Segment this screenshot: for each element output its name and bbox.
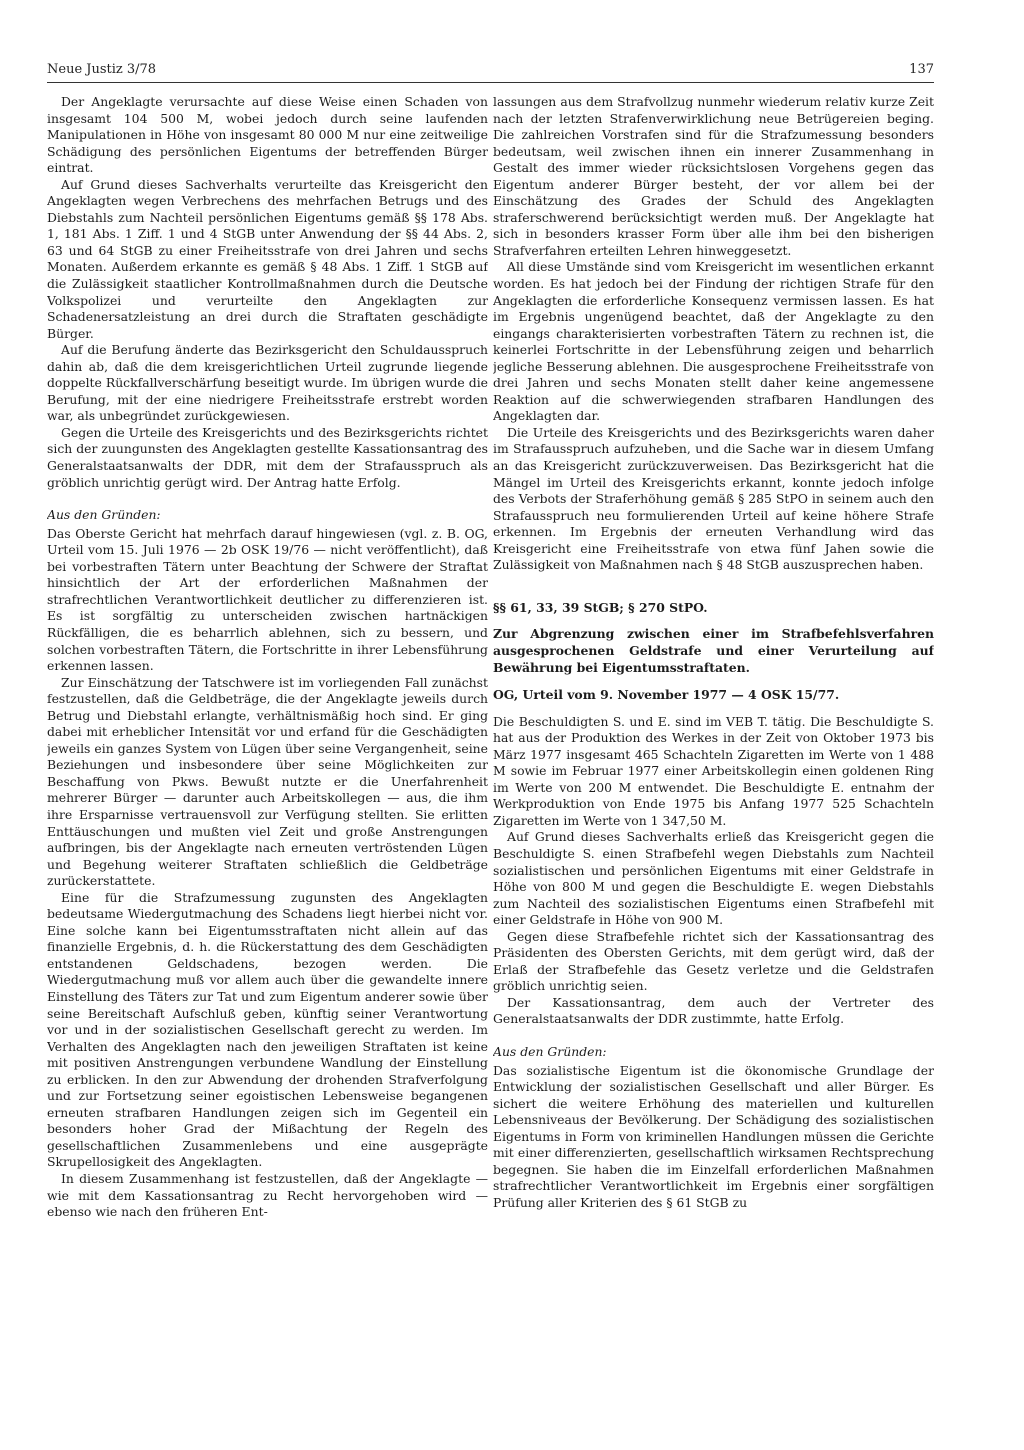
paragraph: Gegen diese Strafbefehle richtet sich der Kassationsantrag des Präsidenten des Obersten Gerichts, mit dem gerügt wird, daß der Erlaß der Strafbefehle das Gesetz verletze und die Geldstrafen gröblich unrichtig seien. <box>493 928 934 994</box>
right-column <box>493 94 934 1439</box>
paragraph: Auf Grund dieses Sachverhalts verurteilte das Kreisgericht den Angeklagten wegen Verbrechens des mehrfachen Betrugs und des Diebstahls zum Nachteil persönlichen Eigentums gemäß §§ 178 Abs. 1, 181 Abs. 1 Ziff. 1 und 4 StGB unter Anwendung der §§ 44 Abs. 2, 63 und 64 StGB zu einer Freiheitsstrafe von drei Jahren und sechs Monaten. Außerdem erkannte es gemäß § 48 Abs. 1 Ziff. 1 StGB auf die Zulässigkeit staatlicher Kontrollmaßnahmen durch die Deutsche Volkspolizei und verurteilte den Angeklagten zur Schadenersatzleistung an drei durch die Straftaten geschädigte Bürger. <box>47 176 488 341</box>
paragraph: Der Kassationsantrag, dem auch der Vertreter des Generalstaatsanwalts der DDR zustimmte, hatte Erfolg. <box>493 994 934 1027</box>
case-title: Zur Abgrenzung zwischen einer im Strafbefehlsverfahren ausgesprochenen Geldstrafe und einer Verurteilung auf Bewährung bei Eigentumsstraftaten. <box>493 626 934 675</box>
paragraph: In diesem Zusammenhang ist festzustellen, daß der Angeklagte — wie mit dem Kassationsantrag zu Recht hervorgehoben wird — ebenso wie nach den früheren Ent- <box>47 1171 488 1220</box>
paragraph: Der Angeklagte verursachte auf diese Weise einen Schaden von insgesamt 104 500 M, wobei jedoch durch seine laufenden Manipulationen in Höhe von insgesamt 80 000 M nur eine zeitweilige Schädigung des persönlichen Eigentums der betreffenden Bürger eintrat. <box>47 94 488 176</box>
paragraph: Das Oberste Gericht hat mehrfach darauf hingewiesen (vgl. z. B. OG, Urteil vom 15. Juli 1976 — 2b OSK 19/76 — nicht veröffentlicht), daß bei vorbestraften Tätern unter Beachtung der Schwere der Straftat hinsichtlich der Art der erforderlichen Maßnahmen der strafrechtlichen Verantwortlichkeit deutlicher zu differenzieren ist. Es ist sorgfältig zu unterscheiden zwischen hartnäckigen Rückfälligen, die es beharrlich ablehnen, sich zu bessern, und solchen vorbestraften Tätern, die Fortschritte in ihrer Lebensführung erkennen lassen. <box>47 525 488 674</box>
section-subhead: Aus den Gründen: <box>47 507 161 523</box>
left-column <box>47 94 488 1439</box>
paragraph: Die Urteile des Kreisgerichts und des Bezirksgerichts waren daher im Strafausspruch aufzuheben, und die Sache war in diesem Umfang an das Kreisgericht zurückzuverweisen. Das Bezirksgericht hat die Mängel im Urteil des Kreisgerichts erkannt, konnte jedoch infolge des Verbots der Straferhöhung gemäß § 285 StPO in seinem auch den Strafausspruch neu formulierenden Urteil auf keine höhere Strafe erkennen. Im Ergebnis der erneuten Verhandlung wird das Kreisgericht eine Freiheitsstrafe von etwa fünf Jahen sowie die Zulässigkeit von Maßnahmen nach § 48 StGB auszusprechen haben. <box>493 424 934 573</box>
paragraph: All diese Umstände sind vom Kreisgericht im wesentlichen erkannt worden. Es hat jedoch bei der Findung der richtigen Strafe für den Angeklagten die erforderliche Konsequenz vermissen lassen. Es hat im Ergebnis ungenügend beachtet, daß der Angeklagte zu den eingangs charakterisierten vorbestraften Tätern zu rechnen ist, die keinerlei Fortschritte in der Lebensführung zeigen und beharrlich jegliche Besserung ablehnen. Die ausgesprochene Freiheitsstrafe von drei Jahren und sechs Monaten stellt daher keine angemessene Reaktion auf die schwerwiegenden strafbaren Handlungen des Angeklagten dar. <box>493 259 934 424</box>
paragraph: Auf Grund dieses Sachverhalts erließ das Kreisgericht gegen die Beschuldigte S. einen Strafbefehl wegen Diebstahls zum Nachteil sozialistischen und persönlichen Eigentums mit einer Geldstrafe in Höhe von 800 M und gegen die Beschuldigte E. wegen Diebstahls zum Nachteil des sozialistischen Eigentums einen Strafbefehl mit einer Geldstrafe in Höhe von 900 M. <box>493 829 934 928</box>
paragraph: Eine für die Strafzumessung zugunsten des Angeklagten bedeutsame Wiedergutmachung des Schadens liegt hierbei nicht vor. Eine solche kann bei Eigentumsstraftaten nicht allein auf das finanzielle Ergebnis, d. h. die Rückerstattung des dem Geschädigten entstandenen Geldschadens, bezogen werden. Die Wiedergutmachung muß vor allem auch über die gewandelte innere Einstellung des Täters zur Tat und zum Eigentum anderer sowie über seine Bereitschaft Aufschluß geben, künftig seiner Verantwortung vor und in der sozialistischen Gesellschaft gerecht zu werden. Im Verhalten des Angeklagten nach den jeweiligen Straftaten ist keine mit positiven Anstrengungen verbundene Wandlung der Einstellung zu erblicken. In den zur Abwendung der drohenden Strafverfolgung und zur Fortsetzung seiner egoistischen Lebensweise begangenen erneuten strafbaren Handlungen zeigen sich im Gegenteil ein besonders hoher Grad der Mißachtung der Regeln des gesellschaftlichen Zusammenlebens und eine ausgeprägte Skrupellosigkeit des Angeklagten. <box>47 889 488 1170</box>
page-header <box>47 62 934 82</box>
journal-title: Neue Justiz 3/78 <box>47 62 157 77</box>
court-reference: OG, Urteil vom 9. November 1977 — 4 OSK 15/77. <box>493 687 840 703</box>
paragraph: Die Beschuldigten S. und E. sind im VEB T. tätig. Die Beschuldigte S. hat aus der Produktion des Werkes in der Zeit von Oktober 1973 bis März 1977 insgesamt 465 Schachteln Zigaretten im Werte von 1 488 M sowie im Februar 1977 einer Arbeitskollegin einen goldenen Ring im Werte von 200 M entwendet. Die Beschuldigte E. entnahm der Werkproduktion von Ende 1975 bis Anfang 1977 525 Schachteln Zigaretten im Werte von 1 347,50 M. <box>493 713 934 828</box>
page-number: 137 <box>909 62 934 77</box>
law-references: §§ 61, 33, 39 StGB; § 270 StPO. <box>493 599 708 615</box>
paragraph: lassungen aus dem Strafvollzug nunmehr wiederum relativ kurze Zeit nach der letzten Strafenverwirklichung neue Betrügereien beging. Die zahlreichen Vorstrafen sind für die Strafzumessung besonders bedeutsam, weil zwischen ihnen ein innerer Zusammenhang in Gestalt des immer wieder rücksichtslosen Vorgehens gegen das Eigentum anderer Bürger besteht, der vor allem bei der Einschätzung des Grades der Schuld des Angeklagten straferschwerend berücksichtigt werden muß. Der Angeklagte hat sich in besonders krasser Form über alle ihm bei den bisherigen Strafverfahren erteilten Lehren hinweggesetzt. <box>493 94 934 258</box>
paragraph: Auf die Berufung änderte das Bezirksgericht den Schuldausspruch dahin ab, daß die dem kreisgerichtlichen Urteil zugrunde liegende doppelte Rückfallverschärfung beseitigt wurde. Im übrigen wurde die Berufung, mit der eine niedrigere Freiheitsstrafe erstrebt worden war, als unbegründet zurückgewiesen. <box>47 342 488 424</box>
header-rule <box>47 82 934 83</box>
paragraph: Zur Einschätzung der Tatschwere ist im vorliegenden Fall zunächst festzustellen, daß die Geldbeträge, die der Angeklagte jeweils durch Betrug und Diebstahl erlangte, verhältnismäßig hoch sind. Er ging dabei mit erheblicher Intensität vor und erfand für die Geschädigten jeweils ein ganzes System von Lügen über seine Vergangenheit, seine Beziehungen und insbesondere über seine Möglichkeiten zur Beschaffung von Pkws. Bewußt nutzte er die Unerfahrenheit mehrerer Bürger — darunter auch Arbeitskollegen — aus, die ihm ihre Ersparnisse vertrauensvoll zur Verfügung stellten. Sie erlitten Enttäuschungen und mußten viel Zeit und große Anstrengungen aufbringen, bis der Angeklagte nach erneuten vertröstenden Lügen und Begehung weiterer Straftaten schließlich die Geldbeträge zurückerstattete. <box>47 674 488 889</box>
paragraph: Das sozialistische Eigentum ist die ökonomische Grundlage der Entwicklung der sozialistischen Gesellschaft und aller Bürger. Es sichert die weitere Erhöhung des materiellen und kulturellen Lebensniveaus der Bevölkerung. Der Schädigung des sozialistischen Eigentums in Form von kriminellen Handlungen müssen die Gerichte mit einer differenzierten, gesellschaftlich wirksamen Rechtsprechung begegnen. Sie haben die im Einzelfall erforderlichen Maßnahmen strafrechtlicher Verantwortlichkeit im Ergebnis einer sorgfältigen Prüfung aller Kriterien des § 61 StGB zu <box>493 1062 934 1210</box>
paragraph: Gegen die Urteile des Kreisgerichts und des Bezirksgerichts richtet sich der zuungunsten des Angeklagten gestellte Kassationsantrag des Generalstaatsanwalts der DDR, mit dem der Strafausspruch als gröblich unrichtig gerügt wird. Der Antrag hatte Erfolg. <box>47 424 488 490</box>
section-subhead: Aus den Gründen: <box>493 1043 607 1059</box>
